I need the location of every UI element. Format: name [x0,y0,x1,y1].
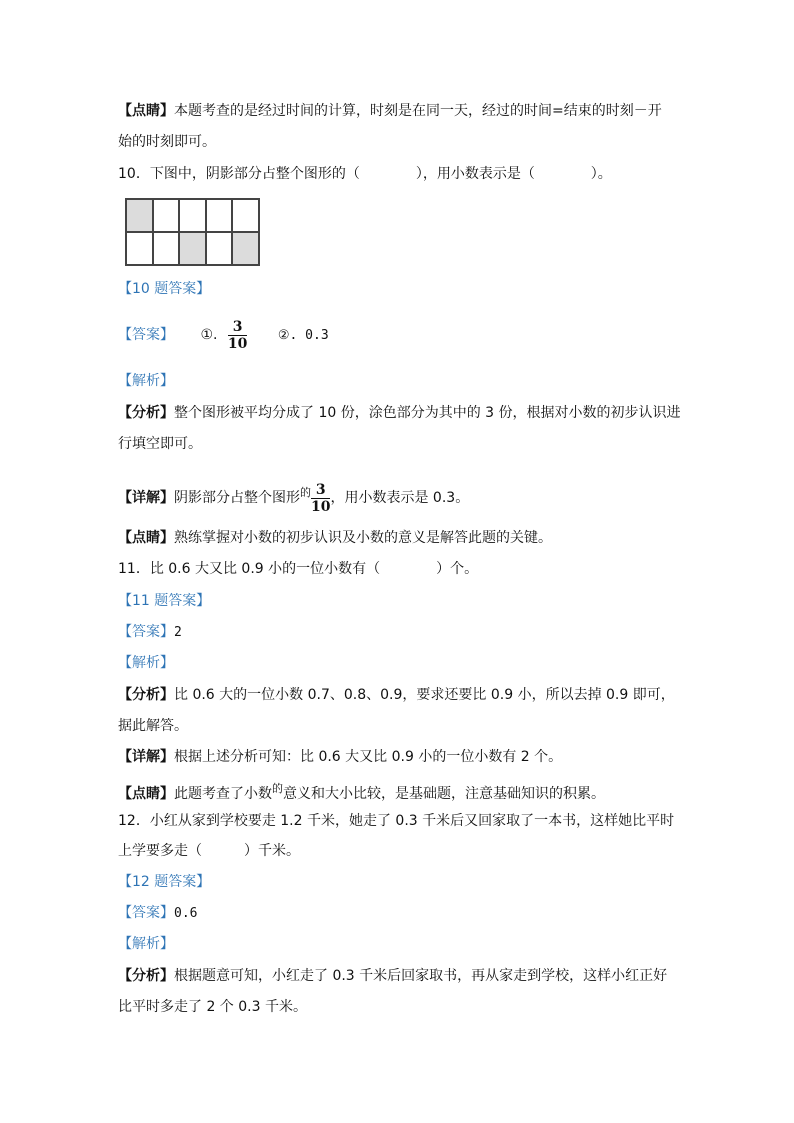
shaded-grid-figure [125,198,260,266]
grid-cell [154,200,181,233]
q12-answer-header: 【12 题答案】 [118,874,211,890]
answer-value: 2 [174,625,182,640]
grid-cell [154,233,181,266]
label-dianjing: 【点睛】 [118,786,174,802]
grid-cell [207,233,234,266]
q12-fenxi-cont: 比平时多走了 2 个 0.3 千米。 [118,999,307,1015]
label-xiangjie: 【详解】 [118,749,174,765]
q10-xiangjie-text: 阴影部分占整个图形 [174,490,300,506]
label-dianjing: 【点睛】 [118,530,174,546]
q11-xiangjie-text: 根据上述分析可知：比 0.6 大又比 0.9 小的一位小数有 2 个。 [174,749,563,765]
q11-answer-header: 【11 题答案】 [118,593,211,609]
q10-fenxi [118,403,681,423]
q11-dianjing [118,779,605,804]
label-fenxi: 【分析】 [118,687,174,703]
q10-dianjing-text: 熟练掌握对小数的初步认识及小数的意义是解答此题的关键。 [174,530,552,546]
label-dianjing: 【点睛】 [118,103,174,119]
label-answer: 【答案】 [118,624,174,640]
grid-cell-shaded [180,233,207,266]
q11-xiangjie [118,747,562,767]
fraction-denominator: 10 [311,498,331,515]
label-fenxi: 【分析】 [118,405,174,421]
q12-answer [118,903,197,924]
q10-dianjing [118,528,552,548]
fraction-numerator: 3 [228,319,247,336]
q9-dianjing-text: 本题考查的是经过时间的计算，时刻是在同一天，经过的时间=结束的时刻－开 [174,103,662,119]
label-answer: 【答案】 [118,327,174,343]
fraction-denominator: 10 [227,335,248,352]
grid-cell [233,200,260,233]
q9-dianjing [118,101,662,121]
fraction [228,319,247,352]
q12-jiexi: 【解析】 [118,936,174,952]
q12-fenxi-text: 根据题意可知，小红走了 0.3 千米后回家取书，再从家走到学校，这样小红正好 [174,968,668,984]
q11-fenxi [118,685,675,705]
q10-question: 10．下图中，阴影部分占整个图形的（ ），用小数表示是（ ）。 [118,166,612,182]
q10-jiexi: 【解析】 [118,373,174,389]
grid-cell-shaded [127,200,154,233]
q11-dianjing-text: 此题考查了小数 [174,786,272,802]
q11-jiexi: 【解析】 [118,655,174,671]
fraction [311,482,330,515]
q10-fenxi-text: 整个图形被平均分成了 10 份，涂色部分为其中的 3 份，根据对小数的初步认识进 [174,405,681,421]
grid-cell-shaded [233,233,260,266]
grid-cell [207,200,234,233]
fraction-numerator: 3 [311,482,330,499]
q11-dianjing-text-after: 意义和大小比较，是基础题，注意基础知识的积累。 [283,786,605,802]
q10-xiangjie [118,476,469,515]
grid-cell [180,200,207,233]
q10-answer-header: 【10 题答案】 [118,281,211,297]
q10-fenxi-cont: 行填空即可。 [118,436,202,452]
q12-fenxi [118,966,667,986]
q11-fenxi-text: 比 0.6 大的一位小数 0.7、0.8、0.9，要求还要比 0.9 小，所以去掉 0.9 即可， [174,687,675,703]
label-fenxi: 【分析】 [118,968,174,984]
q11-question: 11．比 0.6 大又比 0.9 小的一位小数有（ ）个。 [118,561,479,577]
label-answer: 【答案】 [118,905,174,921]
answer-value: 0.6 [174,906,198,921]
q12-question: 12．小红从家到学校要走 1.2 千米，她走了 0.3 千米后又回家取了一本书，这样她比平时 [118,813,675,829]
part2: ②. 0.3 [277,328,329,343]
q12-question-cont: 上学要多走（ ）千米。 [118,843,300,859]
q10-xiangjie-text-after: ，用小数表示是 0.3。 [330,490,470,506]
part1-marker: ①. [200,327,218,343]
small-de: 的 [300,486,311,499]
grid-cell [127,233,154,266]
q11-answer [118,622,182,643]
q9-dianjing-cont: 始的时刻即可。 [118,134,216,150]
q10-answer [118,318,329,353]
label-xiangjie: 【详解】 [118,490,174,506]
small-de: 的 [272,782,283,795]
q11-fenxi-cont: 据此解答。 [118,718,188,734]
